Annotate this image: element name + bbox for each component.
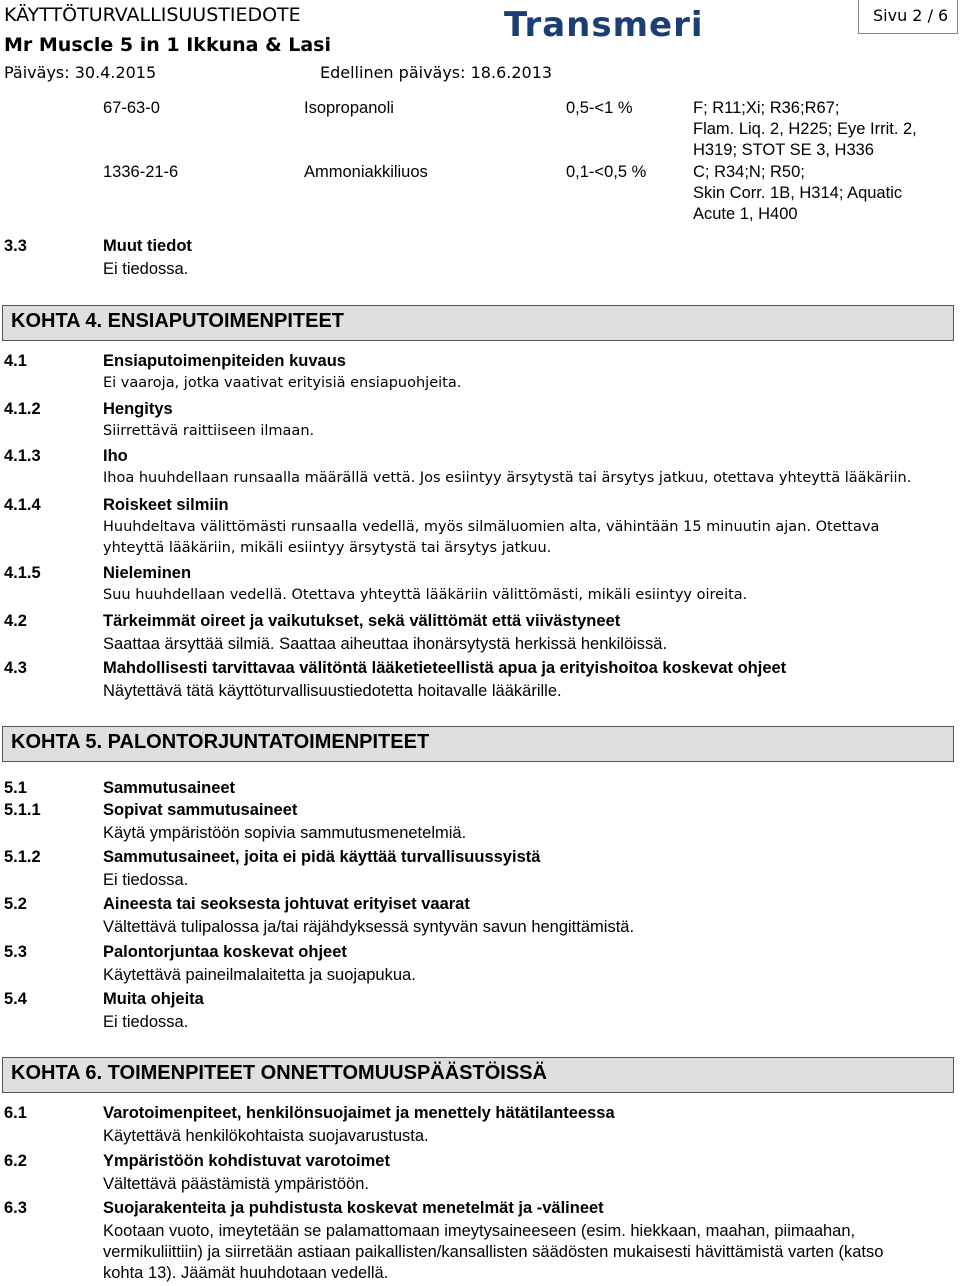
section-title: KOHTA 4. ENSIAPUTOIMENPITEET <box>11 310 344 332</box>
item-title: Muita ohjeita <box>103 990 204 1008</box>
page-number: Sivu 2 / 6 <box>873 6 949 25</box>
section-header <box>2 726 954 762</box>
subsection-title: Muut tiedot <box>103 237 192 255</box>
item-title: Mahdollisesti tarvittavaa välitöntä lääketieteellistä apua ja erityishoitoa koskevat ohjeet <box>103 659 787 677</box>
item-text: kohta 13). Jäämät huuhdotaan vedellä. <box>103 1264 389 1282</box>
item-text: Kootaan vuoto, imeytetään se palamattomaan imeytysaineeseen (esim. hiekkaan, maahan, piimaahan, <box>103 1222 856 1240</box>
item-number: 5.1.2 <box>4 848 41 866</box>
item-number: 5.2 <box>4 895 27 913</box>
section-title: KOHTA 6. TOIMENPITEET ONNETTOMUUSPÄÄSTÖISSÄ <box>11 1062 547 1084</box>
document-date: Päiväys: 30.4.2015 <box>4 63 157 82</box>
item-text: Suu huuhdellaan vedellä. Otettava yhteyttä lääkäriin välittömästi, mikäli esiintyy oireita. <box>103 587 748 603</box>
substance-name: Isopropanoli <box>304 99 394 117</box>
item-title: Sammutusaineet, joita ei pidä käyttää turvallisuussyistä <box>103 848 541 866</box>
item-number: 6.1 <box>4 1104 27 1122</box>
section-header <box>2 1057 954 1093</box>
subsection-number: 3.3 <box>4 237 27 255</box>
item-text: Käytettävä paineilmalaitetta ja suojapukua. <box>103 966 416 984</box>
cas-number: 67-63-0 <box>103 99 160 117</box>
page-number-box <box>858 0 958 34</box>
logo-text: Transmeri <box>504 5 704 44</box>
item-text: Käytä ympäristöön sopivia sammutusmenetelmiä. <box>103 824 467 842</box>
classification-line: Skin Corr. 1B, H314; Aquatic <box>693 184 903 202</box>
item-title: Iho <box>103 447 128 465</box>
item-number: 4.2 <box>4 612 27 630</box>
item-text: Ihoa huuhdellaan runsaalla määrällä vettä. Jos esiintyy ärsytystä tai ärsytys jatkuu, otettava yhteyttä lääkäriin. <box>103 470 912 486</box>
item-text: Saattaa ärsyttää silmiä. Saattaa aiheuttaa ihonärsytystä herkissä henkilöissä. <box>103 635 668 653</box>
item-title: Ympäristöön kohdistuvat varotoimet <box>103 1152 390 1170</box>
item-text: vermikuliittiin) ja siirretään astiaan paikallisten/kansallisten säädösten mukaisesti hävittämistä varten (katso <box>103 1243 884 1261</box>
item-title: Ensiaputoimenpiteiden kuvaus <box>103 352 346 370</box>
item-number: 5.1 <box>4 779 27 797</box>
item-text: yhteyttä lääkäriin, mikäli esiintyy ärsytystä tai ärsytys jatkuu. <box>103 540 552 556</box>
item-title: Varotoimenpiteet, henkilönsuojaimet ja menettely hätätilanteessa <box>103 1104 615 1122</box>
classification-line: H319; STOT SE 3, H336 <box>693 141 874 159</box>
transmeri-logo <box>504 4 736 44</box>
item-title: Aineesta tai seoksesta johtuvat erityiset vaarat <box>103 895 470 913</box>
item-number: 4.1.5 <box>4 564 41 582</box>
item-title: Suojarakenteita ja puhdistusta koskevat menetelmät ja -välineet <box>103 1199 604 1217</box>
item-title: Sopivat sammutusaineet <box>103 801 298 819</box>
cas-number: 1336-21-6 <box>103 163 179 181</box>
item-number: 4.1.3 <box>4 447 41 465</box>
item-text: Ei vaaroja, jotka vaativat erityisiä ensiapuohjeita. <box>103 375 462 391</box>
concentration: 0,1-<0,5 % <box>566 163 647 181</box>
item-text: Käytettävä henkilökohtaista suojavarustusta. <box>103 1127 429 1145</box>
item-text: Näytettävä tätä käyttöturvallisuustiedotetta hoitavalle lääkärille. <box>103 682 562 700</box>
section-title: KOHTA 5. PALONTORJUNTATOIMENPITEET <box>11 731 430 753</box>
item-number: 5.1.1 <box>4 801 41 819</box>
item-text: Siirrettävä raittiiseen ilmaan. <box>103 423 315 439</box>
item-title: Hengitys <box>103 400 173 418</box>
classification-line: Acute 1, H400 <box>693 205 798 223</box>
item-title: Palontorjuntaa koskevat ohjeet <box>103 943 347 961</box>
item-title: Nieleminen <box>103 564 192 582</box>
item-text: Ei tiedossa. <box>103 871 189 889</box>
product-name: Mr Muscle 5 in 1 Ikkuna & Lasi <box>4 34 331 56</box>
item-text: Vältettävä tulipalossa ja/tai räjähdyksessä syntyvän savun hengittämistä. <box>103 918 635 936</box>
item-title: Sammutusaineet <box>103 779 236 797</box>
item-title: Roiskeet silmiin <box>103 496 229 514</box>
item-number: 4.1 <box>4 352 27 370</box>
classification-line: F; R11;Xi; R36;R67; <box>693 99 840 117</box>
item-text: Ei tiedossa. <box>103 1013 189 1031</box>
item-number: 4.1.4 <box>4 496 41 514</box>
subsection-text: Ei tiedossa. <box>103 260 189 278</box>
item-number: 5.3 <box>4 943 27 961</box>
item-number: 6.2 <box>4 1152 27 1170</box>
item-number: 5.4 <box>4 990 27 1008</box>
document-type: KÄYTTÖTURVALLISUUSTIEDOTE <box>4 4 301 26</box>
item-number: 6.3 <box>4 1199 27 1217</box>
concentration: 0,5-<1 % <box>566 99 633 117</box>
classification-line: Flam. Liq. 2, H225; Eye Irrit. 2, <box>693 120 917 138</box>
section-header <box>2 305 954 341</box>
item-number: 4.1.2 <box>4 400 41 418</box>
item-text: Huuhdeltava välittömästi runsaalla vedellä, myös silmäluomien alta, vähintään 15 minuutin ajan. Otettava <box>103 519 880 535</box>
substance-name: Ammoniakkiliuos <box>304 163 428 181</box>
item-number: 4.3 <box>4 659 27 677</box>
item-title: Tärkeimmät oireet ja vaikutukset, sekä välittömät että viivästyneet <box>103 612 621 630</box>
item-text: Vältettävä päästämistä ympäristöön. <box>103 1175 369 1193</box>
previous-date: Edellinen päiväys: 18.6.2013 <box>320 63 553 82</box>
classification-line: C; R34;N; R50; <box>693 163 805 181</box>
